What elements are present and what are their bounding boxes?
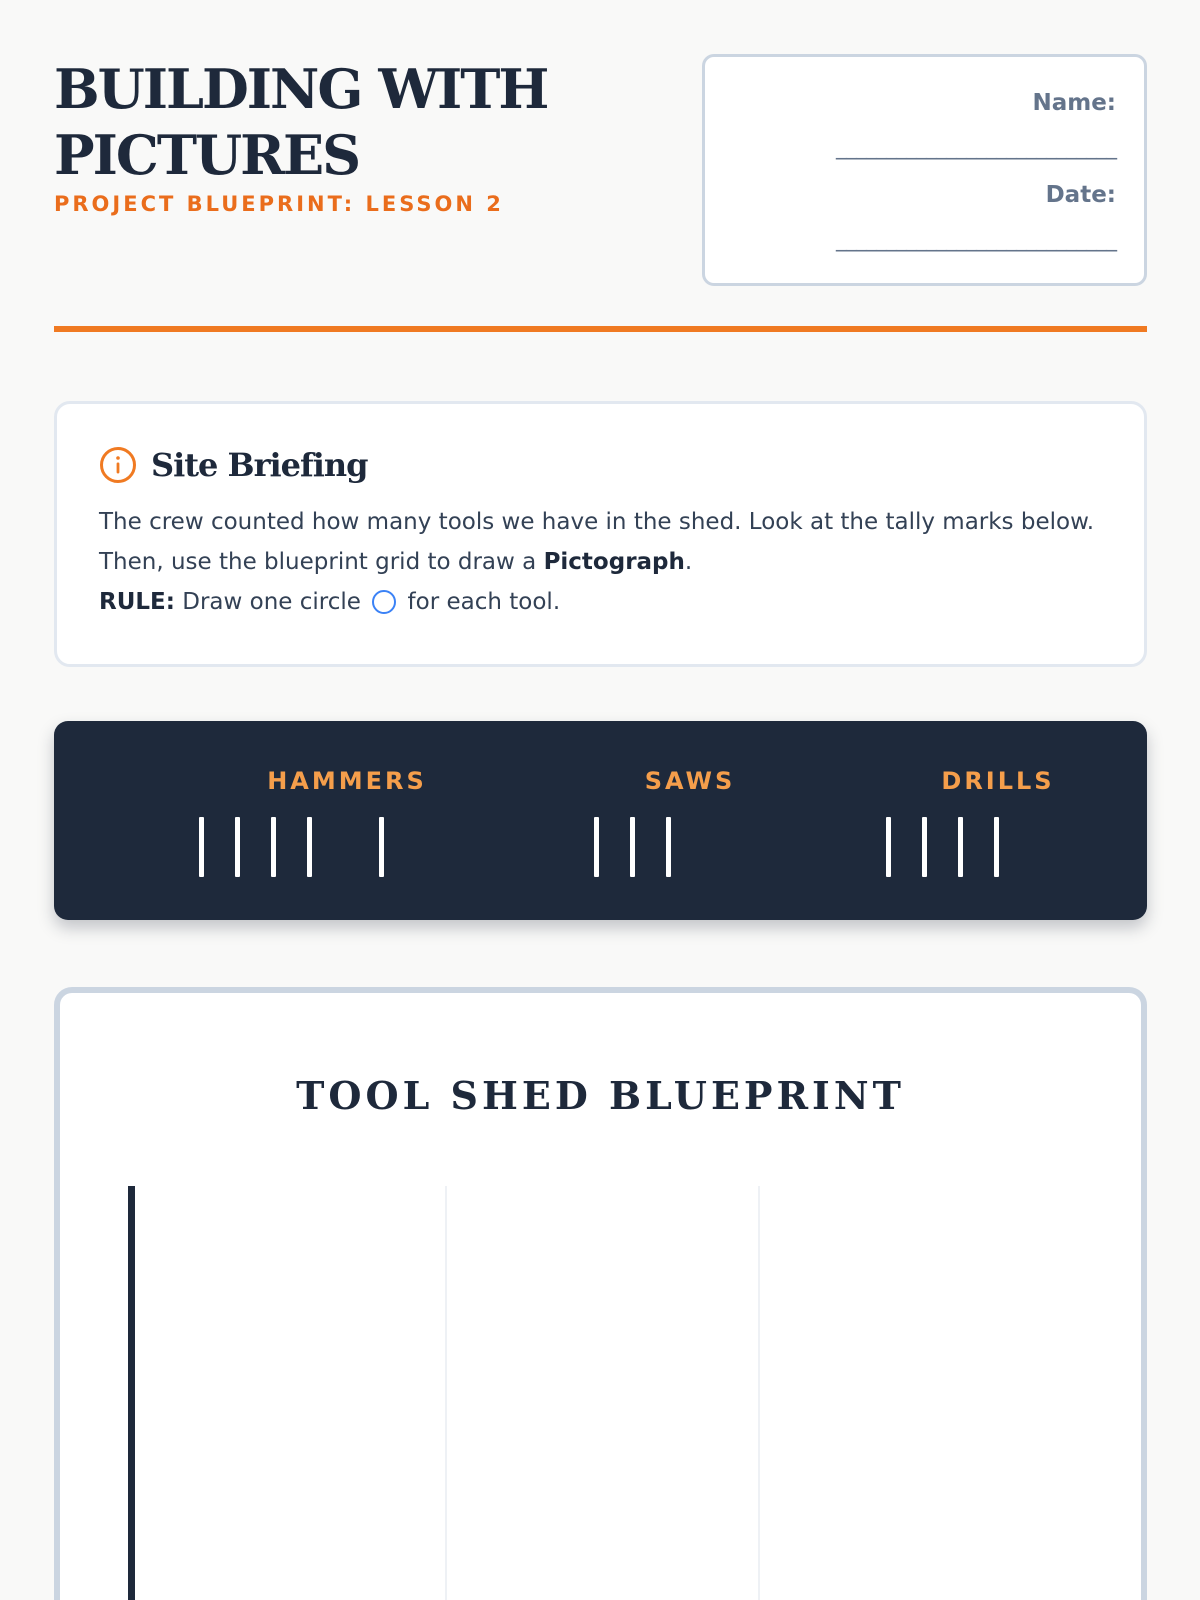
page-title [54,56,654,188]
header-divider [54,326,1147,332]
tally-label: HAMMERS [267,767,427,795]
briefing-text-part2: . [684,549,693,575]
blueprint-grid-card [54,987,1147,1600]
tally-saws [575,767,805,795]
tally-panel [54,721,1147,920]
name-label: Name: [1032,90,1116,116]
tally-mark [994,817,999,877]
briefing-text [99,502,1104,622]
worksheet-header [54,56,654,216]
date-label: Date: [1045,182,1116,208]
rule-text-after: for each tool. [400,589,561,615]
tally-hammers [232,767,462,795]
briefing-header [99,446,1104,484]
tally-mark [307,817,312,877]
tally-marks-saws [594,817,714,877]
tally-marks-hammers [199,817,439,877]
briefing-title: Site Briefing [151,446,368,484]
rule-label: RULE: [99,589,175,615]
tally-mark [630,817,635,877]
blueprint-y-axis [128,1186,135,1600]
lesson-subtitle: PROJECT BLUEPRINT: LESSON 2 [54,192,504,216]
title-line-1: BUILDING WITH [54,57,548,121]
tally-mark [594,817,599,877]
blueprint-column-divider [758,1186,760,1600]
date-field[interactable]: ____________________________ [836,227,1116,252]
blueprint-column-divider [445,1186,447,1600]
briefing-keyword: Pictograph [543,549,685,575]
tally-mark [666,817,671,877]
site-briefing-card [54,401,1147,667]
briefing-text-part1: The crew counted how many tools we have in the shed. Look at the tally marks below. Then, use the blueprint grid to draw a [99,509,1095,575]
rule-text-before: Draw one circle [174,589,369,615]
tally-mark [886,817,891,877]
name-field[interactable]: ____________________________ [836,135,1116,160]
tally-marks-drills [886,817,1046,877]
info-icon [99,446,137,484]
title-line-2: PICTURES [54,123,360,187]
tally-mark [922,817,927,877]
tally-label: SAWS [644,767,736,795]
name-date-box [702,54,1147,286]
blueprint-title: TOOL SHED BLUEPRINT [296,1073,905,1118]
tally-mark [199,817,204,877]
tally-mark [235,817,240,877]
tally-mark [271,817,276,877]
tally-mark [958,817,963,877]
tally-label: DRILLS [941,767,1055,795]
circle-icon [372,590,396,614]
tally-drills [883,767,1113,795]
tally-mark [379,817,384,877]
